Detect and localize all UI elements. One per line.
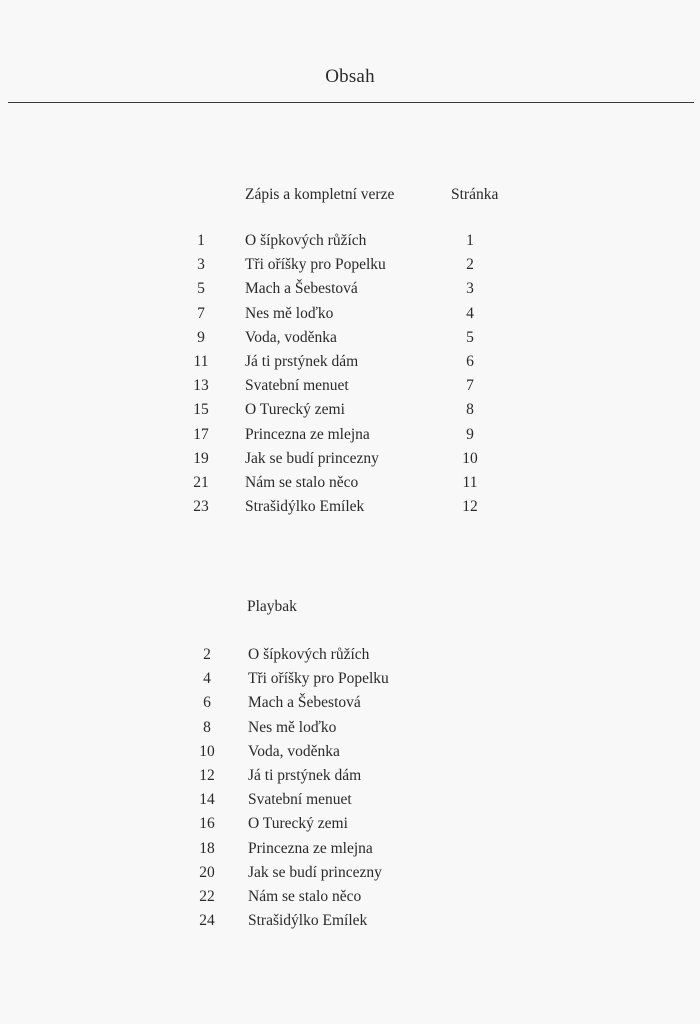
song-title: O šípkových růžích xyxy=(248,646,370,663)
page-number: 11 xyxy=(462,474,478,491)
track-number: 10 xyxy=(199,742,215,760)
track-number: 16 xyxy=(199,815,215,833)
song-title: Nes mě loďko xyxy=(245,304,334,322)
track-number: 5 xyxy=(197,280,205,298)
track-number: 3 xyxy=(197,256,205,274)
contents-row xyxy=(0,376,700,400)
song-title: Strašidýlko Emílek xyxy=(245,498,365,516)
contents-row xyxy=(0,887,700,911)
contents-row xyxy=(0,645,700,669)
song-title: O Turecký zemi xyxy=(245,401,345,419)
track-number: 7 xyxy=(197,304,205,322)
song-title: Mach a Šebestová xyxy=(245,280,358,298)
song-title: Já ti prstýnek dám xyxy=(248,767,362,784)
song-title: Voda, voděnka xyxy=(245,328,337,346)
page-number: 12 xyxy=(462,498,478,516)
contents-row xyxy=(0,304,700,328)
contents-row xyxy=(0,742,700,766)
contents-row xyxy=(0,328,700,352)
track-number: 4 xyxy=(203,670,211,688)
song-title: Strašidýlko Emílek xyxy=(248,912,368,930)
page-number: 3 xyxy=(466,280,474,298)
contents-row xyxy=(0,839,700,863)
song-title: Nes mě loďko xyxy=(248,718,337,736)
page-number: 7 xyxy=(466,377,474,395)
song-title: Nám se stalo něco xyxy=(245,474,359,491)
song-title: Nám se stalo něco xyxy=(248,888,362,905)
page-number: 4 xyxy=(466,304,474,322)
track-number: 18 xyxy=(199,839,215,857)
column-heading-page: Stránka xyxy=(451,186,499,203)
contents-row xyxy=(0,400,700,424)
page-number: 1 xyxy=(466,232,474,249)
song-title: Jak se budí princezny xyxy=(245,449,379,467)
track-number: 21 xyxy=(193,474,209,491)
song-title: Mach a Šebestová xyxy=(248,694,361,712)
contents-row xyxy=(0,693,700,717)
song-title: Svatební menuet xyxy=(248,791,352,809)
page-number: 9 xyxy=(466,425,474,443)
track-number: 14 xyxy=(199,791,215,809)
page-number: 10 xyxy=(462,449,478,467)
track-number: 11 xyxy=(193,353,209,370)
track-number: 17 xyxy=(193,425,209,443)
track-number: 2 xyxy=(203,646,211,663)
track-number: 8 xyxy=(203,718,211,736)
contents-row xyxy=(0,669,700,693)
contents-row xyxy=(0,255,700,279)
song-title: Princezna ze mlejna xyxy=(245,425,370,443)
contents-row xyxy=(0,766,700,790)
contents-row xyxy=(0,425,700,449)
page-number: 8 xyxy=(466,401,474,419)
song-title: Tři oříšky pro Popelku xyxy=(248,670,389,688)
page-number: 6 xyxy=(466,353,474,370)
track-number: 19 xyxy=(193,449,209,467)
song-title: O šípkových růžích xyxy=(245,232,367,249)
contents-row xyxy=(0,352,700,376)
song-title: Voda, voděnka xyxy=(248,742,340,760)
track-number: 1 xyxy=(197,232,205,249)
page-number: 5 xyxy=(466,328,474,346)
track-number: 20 xyxy=(199,863,215,881)
song-title: O Turecký zemi xyxy=(248,815,348,833)
track-number: 24 xyxy=(199,912,215,930)
contents-row xyxy=(0,790,700,814)
track-number: 15 xyxy=(193,401,209,419)
contents-row xyxy=(0,911,700,935)
track-number: 23 xyxy=(193,498,209,516)
contents-row xyxy=(0,814,700,838)
contents-row xyxy=(0,473,700,497)
section-heading-versions: Zápis a kompletní verze xyxy=(245,186,395,203)
track-number: 22 xyxy=(199,888,215,905)
song-title: Jak se budí princezny xyxy=(248,863,382,881)
song-title: Svatební menuet xyxy=(245,377,349,395)
track-number: 13 xyxy=(193,377,209,395)
section-heading-playback: Playbak xyxy=(247,598,297,615)
title-divider xyxy=(8,102,694,103)
contents-row xyxy=(0,231,700,255)
song-title: Já ti prstýnek dám xyxy=(245,353,359,370)
contents-row xyxy=(0,279,700,303)
track-number: 12 xyxy=(199,767,215,784)
page-title: Obsah xyxy=(325,66,375,87)
page-number: 2 xyxy=(466,256,474,274)
contents-row xyxy=(0,449,700,473)
contents-row xyxy=(0,718,700,742)
contents-row xyxy=(0,497,700,521)
contents-row xyxy=(0,863,700,887)
song-title: Tři oříšky pro Popelku xyxy=(245,256,386,274)
track-number: 9 xyxy=(197,328,205,346)
track-number: 6 xyxy=(203,694,211,712)
song-title: Princezna ze mlejna xyxy=(248,839,373,857)
